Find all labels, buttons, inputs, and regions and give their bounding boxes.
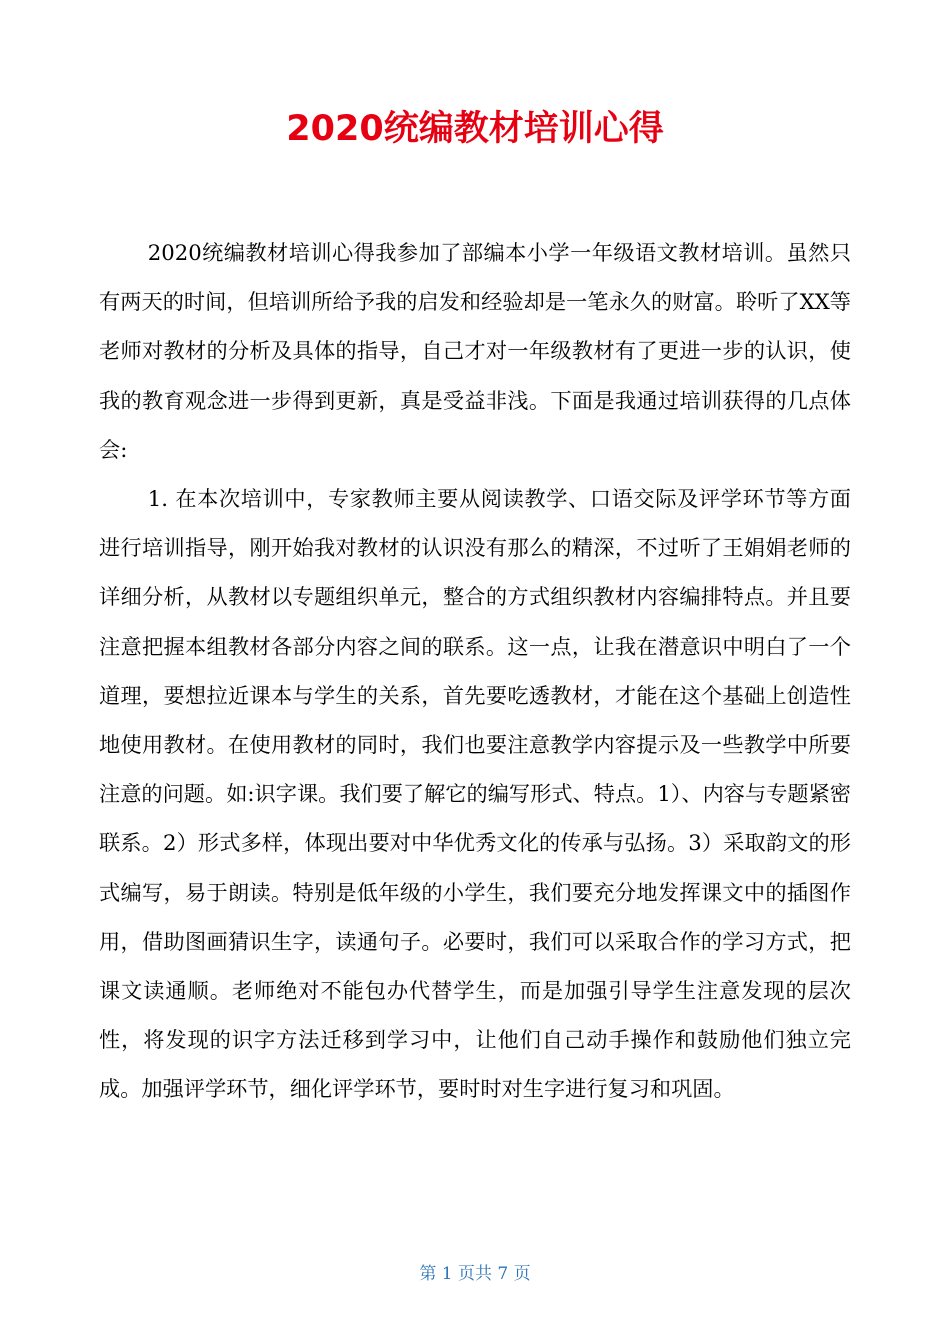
paragraph-intro: 2020统编教材培训心得我参加了部编本小学一年级语文教材培训。虽然只有两天的时间，但培训所给予我的启发和经验却是一笔永久的财富。聆听了XX等老师对教材的分析及具体的指导，自己才对一年级教材有了更进一步的认识，使我的教育观念进一步得到更新，真是受益非浅。下面是我通过培训获得的几点体会:: [99, 240, 851, 462]
page-footer: 第 1 页共 7 页: [419, 1264, 531, 1284]
paragraph-point-1: 1. 在本次培训中，专家教师主要从阅读教学、口语交际及评学环节等方面进行培训指导，刚开始我对教材的认识没有那么的精深，不过听了王娟娟老师的详细分析，从教材以专题组织单元，整合的方式组织教材内容编排特点。并且要注意把握本组教材各部分内容之间的联系。这一点，让我在潜意识中明白了一个道理，要想拉近课本与学生的关系，首先要吃透教材，才能在这个基础上创造性地使用教材。在使用教材的同时，我们也要注意教学内容提示及一些教学中所要注意的问题。如:识字课。我们要了解它的编写形式、特点。1）、内容与专题紧密联系。2）形式多样，体现出要对中华优秀文化的传承与弘扬。3）采取韵文的形式编写，易于朗读。特别是低年级的小学生，我们要充分地发挥课文中的插图作用，借助图画猜识生字，读通句子。必要时，我们可以采取合作的学习方式，把课文读通顺。老师绝对不能包办代替学生，而是加强引导学生注意发现的层次性，将发现的识字方法迁移到学习中，让他们自己动手操作和鼓励他们独立完成。加强评学环节，细化评学环节，要时时对生字进行复习和巩固。: [99, 486, 851, 1102]
document-body: [99, 228, 851, 1114]
document-title: 2020统编教材培训心得: [286, 109, 664, 149]
